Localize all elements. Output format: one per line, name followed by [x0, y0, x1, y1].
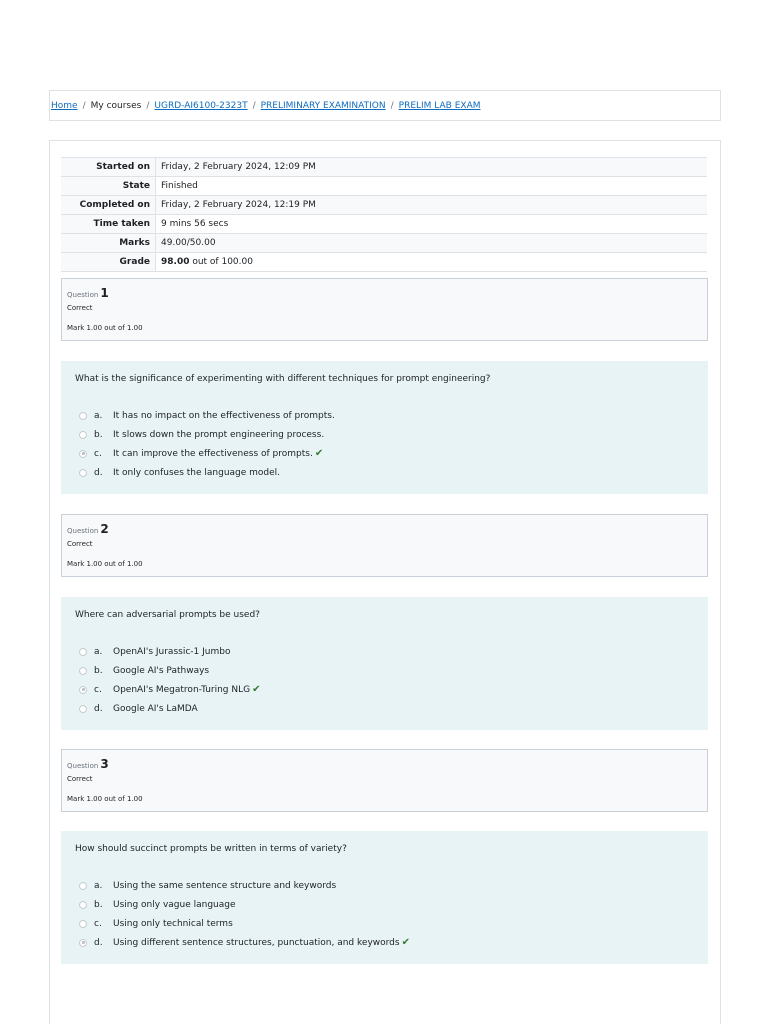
answer-option-a — [79, 642, 261, 661]
answer-letter: d. — [94, 703, 103, 714]
question-label: Question — [67, 527, 99, 535]
question-state: Correct — [67, 540, 93, 548]
answer-option-c — [79, 444, 335, 463]
answer-text: It can improve the effectiveness of prompts. — [113, 448, 313, 459]
grade-value: 98.00 — [161, 257, 190, 267]
checkmark-icon: ✔ — [401, 937, 410, 948]
answer-text: Using only vague language — [113, 899, 236, 910]
summary-label: Started on — [61, 158, 156, 177]
answer-radio[interactable] — [79, 431, 87, 439]
answer-letter: a. — [94, 646, 103, 657]
summary-label: Marks — [61, 234, 156, 253]
summary-label: Completed on — [61, 196, 156, 215]
answer-list — [79, 406, 335, 482]
quiz-review-region — [49, 140, 721, 1024]
answer-option-d — [79, 933, 410, 952]
answer-text: Using the same sentence structure and keywords — [113, 880, 337, 891]
question-3-content — [61, 831, 708, 964]
breadcrumb-section-link[interactable]: PRELIMINARY EXAMINATION — [260, 100, 386, 111]
answer-letter: b. — [94, 665, 103, 676]
answer-text: Using different sentence structures, punctuation, and keywords — [113, 937, 400, 948]
checkmark-icon: ✔ — [252, 684, 261, 695]
question-1-content — [61, 361, 708, 494]
answer-letter: a. — [94, 410, 103, 421]
answer-list — [79, 876, 410, 952]
answer-radio-selected[interactable] — [79, 450, 87, 458]
breadcrumb-separator: / — [82, 100, 86, 111]
breadcrumb-my-courses: My courses — [90, 100, 142, 111]
summary-value: Finished — [156, 177, 708, 196]
question-mark: Mark 1.00 out of 1.00 — [67, 795, 143, 803]
answer-text: It has no impact on the effectiveness of prompts. — [113, 410, 335, 421]
summary-row-started — [61, 158, 707, 177]
summary-row-marks — [61, 234, 707, 253]
question-state: Correct — [67, 304, 93, 312]
answer-radio[interactable] — [79, 667, 87, 675]
question-2-info — [61, 514, 708, 577]
question-state: Correct — [67, 775, 93, 783]
answer-letter: c. — [94, 448, 102, 459]
breadcrumb-course-link[interactable]: UGRD-AI6100-2323T — [154, 100, 248, 111]
summary-value: 49.00/50.00 — [156, 234, 708, 253]
question-number: 3 — [100, 757, 109, 771]
summary-value: Friday, 2 February 2024, 12:19 PM — [156, 196, 708, 215]
answer-list — [79, 642, 261, 718]
answer-letter: b. — [94, 429, 103, 440]
breadcrumb-separator: / — [146, 100, 150, 111]
answer-option-c — [79, 680, 261, 699]
summary-label: Time taken — [61, 215, 156, 234]
answer-letter: b. — [94, 899, 103, 910]
answer-radio[interactable] — [79, 882, 87, 890]
grade-out-of: out of 100.00 — [189, 257, 253, 267]
answer-option-d — [79, 463, 335, 482]
answer-letter: a. — [94, 880, 103, 891]
summary-value: 9 mins 56 secs — [156, 215, 708, 234]
answer-option-b — [79, 661, 261, 680]
answer-option-c — [79, 914, 410, 933]
question-text: How should succinct prompts be written in terms of variety? — [75, 844, 347, 854]
question-text: Where can adversarial prompts be used? — [75, 610, 260, 620]
summary-row-state — [61, 177, 707, 196]
answer-letter: c. — [94, 918, 102, 929]
breadcrumb-separator: / — [390, 100, 394, 111]
answer-radio[interactable] — [79, 705, 87, 713]
answer-radio[interactable] — [79, 469, 87, 477]
answer-radio[interactable] — [79, 648, 87, 656]
answer-text: Google AI's Pathways — [113, 665, 210, 676]
question-mark: Mark 1.00 out of 1.00 — [67, 324, 143, 332]
summary-label: State — [61, 177, 156, 196]
answer-text: It only confuses the language model. — [113, 467, 281, 478]
question-3-info — [61, 749, 708, 812]
answer-option-d — [79, 699, 261, 718]
answer-radio-selected[interactable] — [79, 686, 87, 694]
question-1-info — [61, 278, 708, 341]
answer-letter: d. — [94, 937, 103, 948]
question-label: Question — [67, 762, 99, 770]
answer-letter: c. — [94, 684, 102, 695]
answer-text: Using only technical terms — [113, 918, 233, 929]
breadcrumb-home-link[interactable]: Home — [51, 100, 78, 111]
question-label: Question — [67, 291, 99, 299]
summary-value — [156, 253, 708, 272]
attempt-summary-table — [61, 157, 707, 272]
answer-option-a — [79, 406, 335, 425]
breadcrumb — [49, 90, 721, 121]
answer-text: OpenAI's Megatron-Turing NLG — [113, 684, 251, 695]
breadcrumb-exam-link[interactable]: PRELIM LAB EXAM — [398, 100, 481, 111]
summary-value: Friday, 2 February 2024, 12:09 PM — [156, 158, 708, 177]
question-number: 2 — [100, 522, 109, 536]
summary-row-completed — [61, 196, 707, 215]
summary-label: Grade — [61, 253, 156, 272]
answer-radio[interactable] — [79, 920, 87, 928]
breadcrumb-separator: / — [252, 100, 256, 111]
question-2-content — [61, 597, 708, 730]
answer-option-b — [79, 895, 410, 914]
summary-row-grade — [61, 253, 707, 272]
answer-text: It slows down the prompt engineering process. — [113, 429, 325, 440]
answer-radio[interactable] — [79, 901, 87, 909]
answer-text: Google AI's LaMDA — [113, 703, 198, 714]
answer-option-a — [79, 876, 410, 895]
answer-radio[interactable] — [79, 412, 87, 420]
question-mark: Mark 1.00 out of 1.00 — [67, 560, 143, 568]
checkmark-icon: ✔ — [314, 448, 324, 459]
summary-row-time-taken — [61, 215, 707, 234]
answer-radio-selected[interactable] — [79, 939, 87, 947]
answer-text: OpenAI's Jurassic-1 Jumbo — [113, 646, 231, 657]
question-text: What is the significance of experimenting with different techniques for prompt engineering? — [75, 374, 491, 384]
question-number: 1 — [100, 286, 109, 300]
answer-letter: d. — [94, 467, 103, 478]
answer-option-b — [79, 425, 335, 444]
